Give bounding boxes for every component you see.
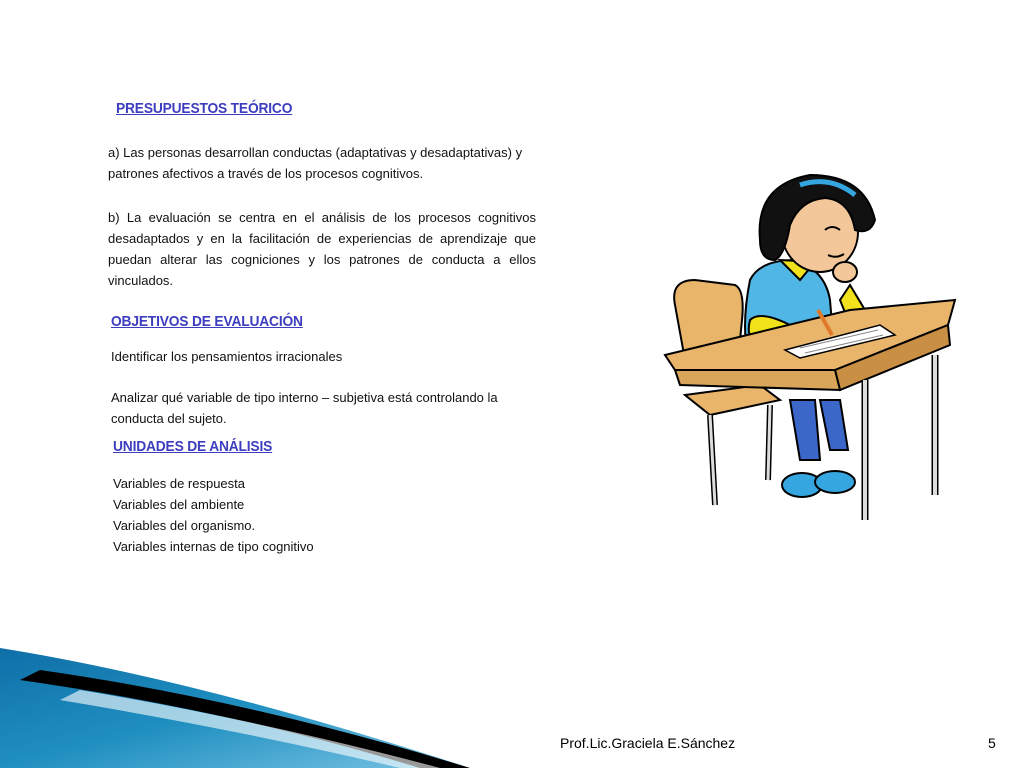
list-item: Variables del ambiente: [113, 497, 245, 512]
paragraph-b: b) La evaluación se centra en el análisis de los procesos cognitivos desadaptados y en la facilitación de experiencias de aprendizaje que puedan alterar las cogniciones y los patrones de conducta a ellos vinculados.: [108, 210, 536, 288]
unidades-list: [113, 473, 314, 557]
objective-item-1: Identificar los pensamientos irracionales: [111, 349, 343, 364]
footer-wave-decoration: [0, 640, 1024, 768]
paragraph-a: a) Las personas desarrollan conductas (adaptativas y desadaptativas) y patrones afectivos a través de los procesos cognitivos.: [108, 145, 523, 181]
section-title-unidades: UNIDADES DE ANÁLISIS: [113, 438, 273, 455]
list-item: Variables de respuesta: [113, 476, 246, 491]
girl-writing-at-school-desk-icon: [650, 160, 960, 530]
page-number: 5: [988, 735, 996, 751]
footer-author: Prof.Lic.Graciela E.Sánchez: [560, 735, 736, 751]
objective-item-2: Analizar qué variable de tipo interno – subjetiva está controlando la conducta del sujeto.: [111, 390, 498, 426]
list-item: Variables internas de tipo cognitivo: [113, 539, 314, 554]
section-title-objetivos: OBJETIVOS DE EVALUACIÓN: [111, 313, 303, 330]
list-item: Variables del organismo.: [113, 518, 256, 533]
section-title-presupuestos: PRESUPUESTOS TEÓRICO: [116, 100, 293, 117]
